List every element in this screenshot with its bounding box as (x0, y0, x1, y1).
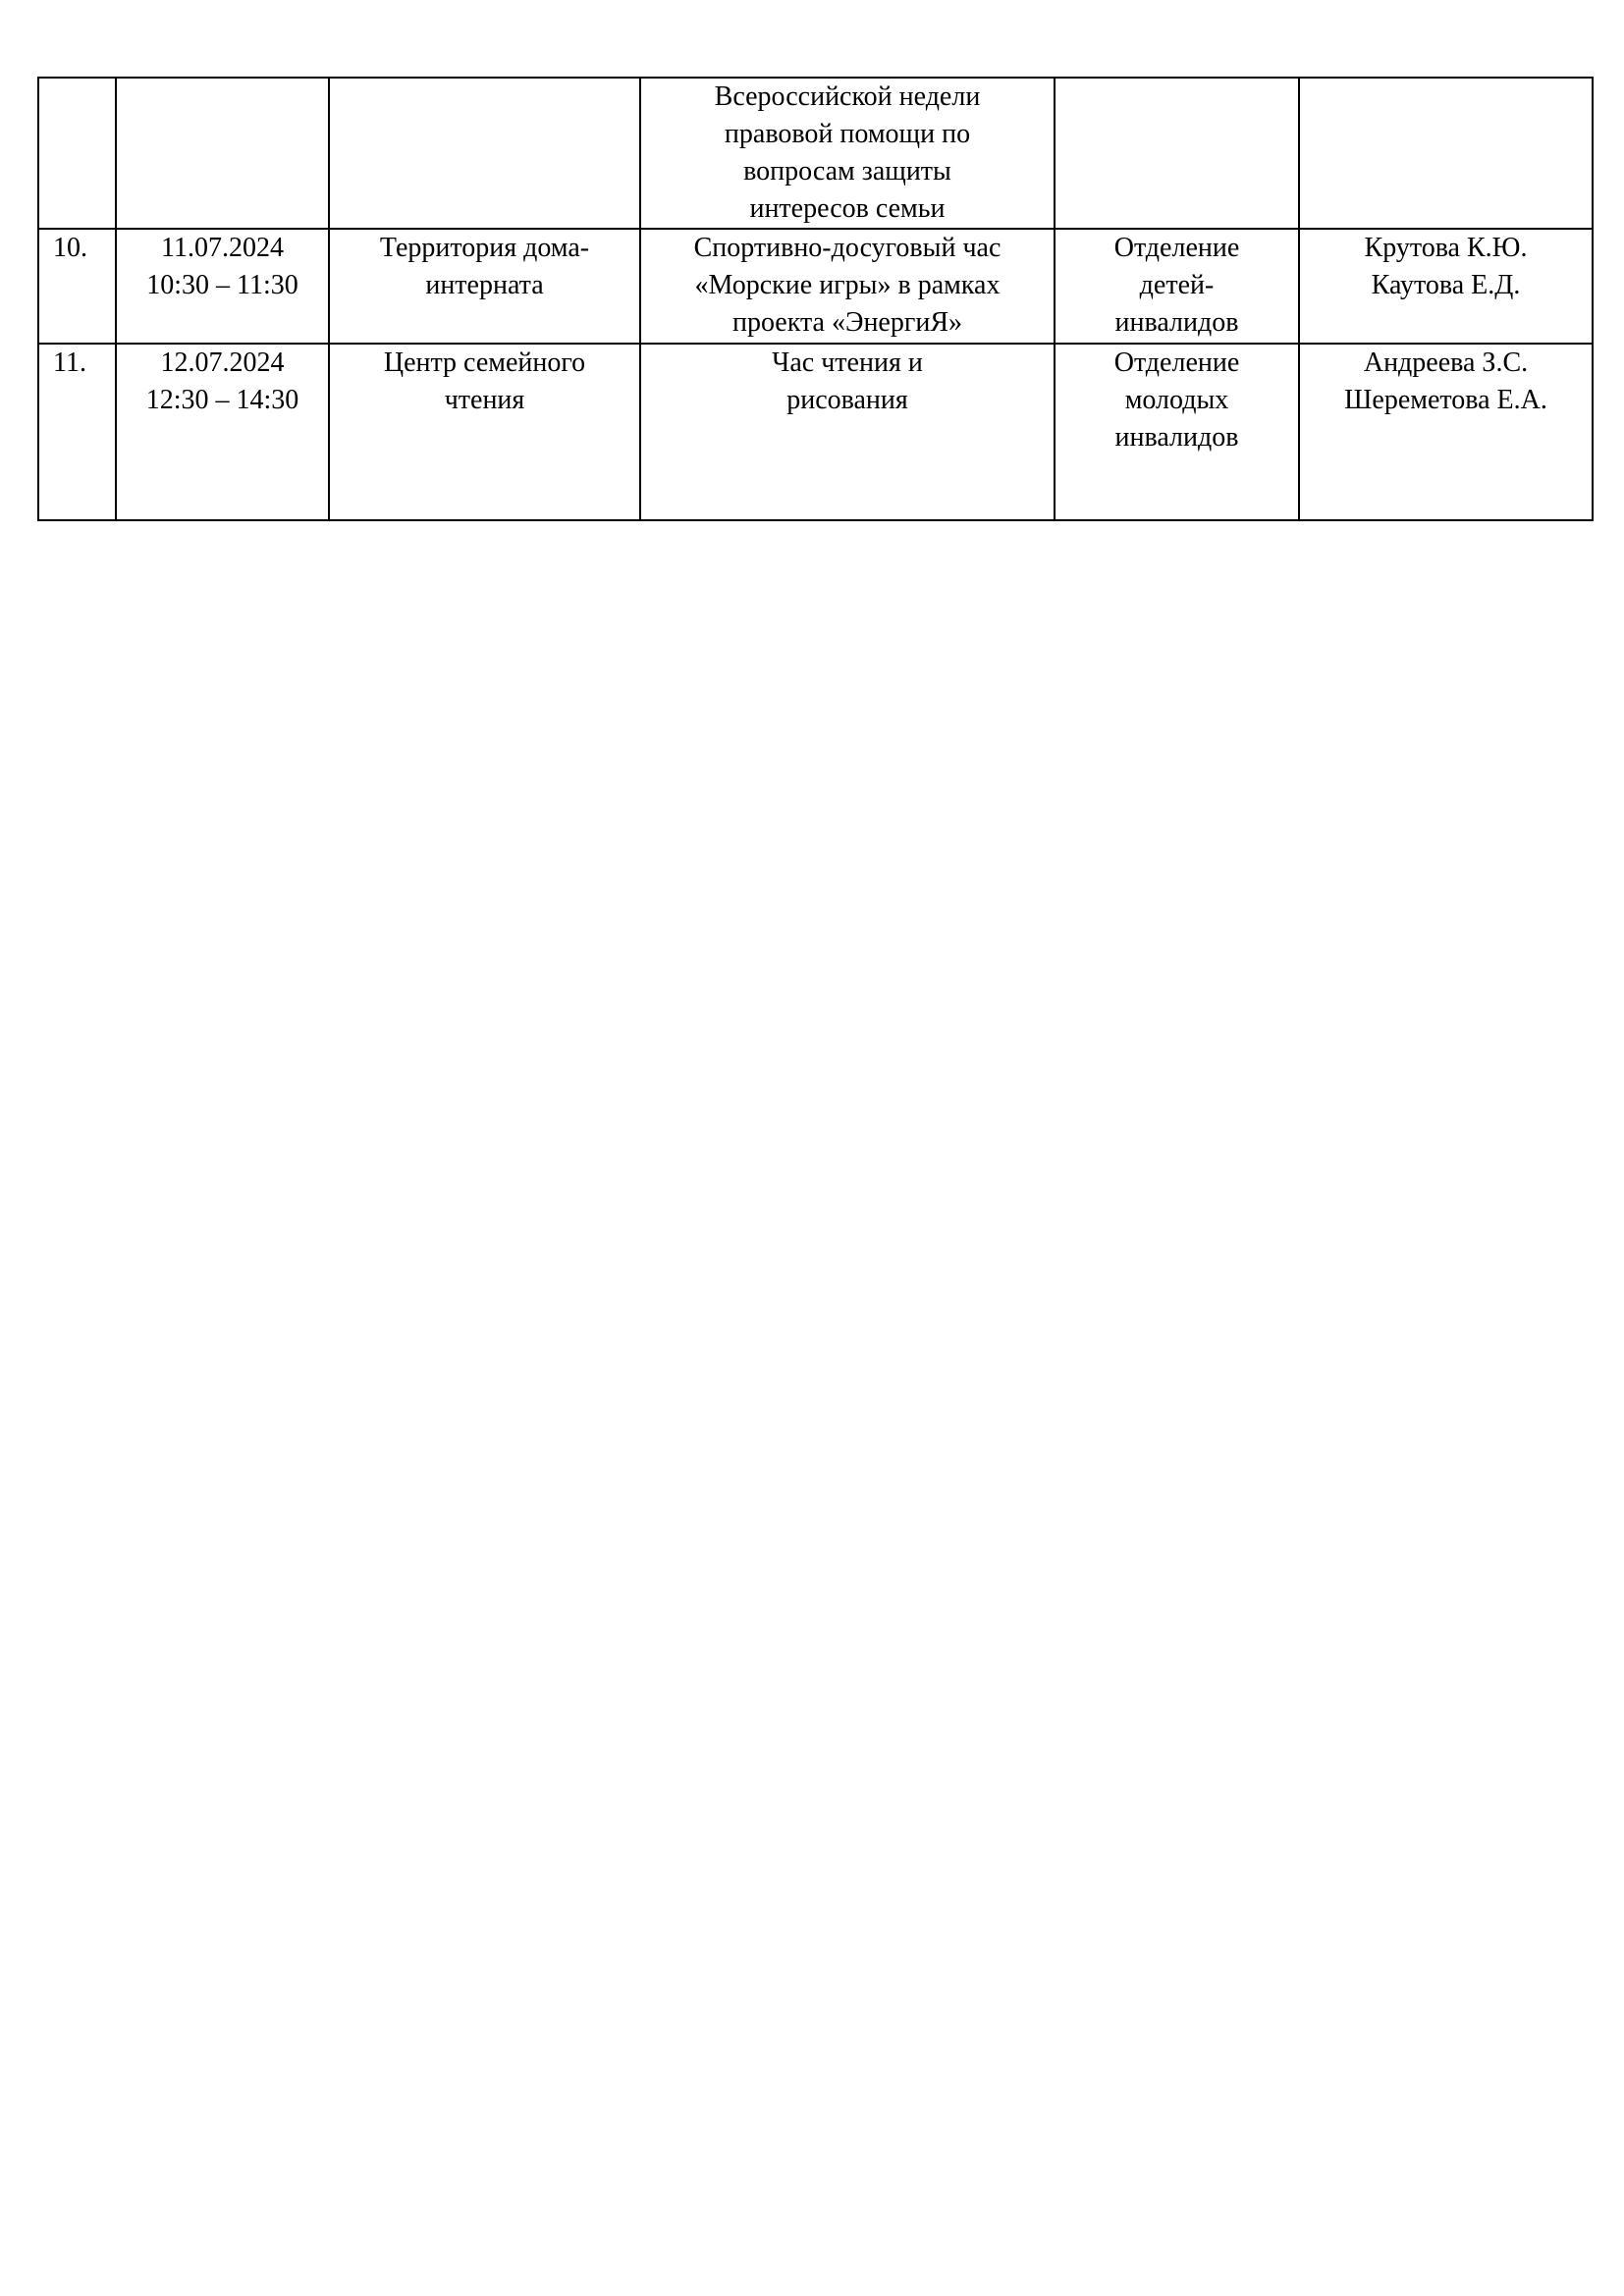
department-cell: Отделение детей- инвалидов (1055, 229, 1299, 344)
table-row (38, 78, 1593, 229)
place-cell: Центр семейного чтения (329, 344, 640, 520)
department-cell (1055, 78, 1299, 229)
place-cell (329, 78, 640, 229)
datetime-cell (116, 78, 329, 229)
row-number-cell (38, 78, 116, 229)
table-row (38, 344, 1593, 520)
event-cell: Час чтения и рисования (640, 344, 1055, 520)
responsible-cell: Андреева З.С. Шереметова Е.А. (1299, 344, 1593, 520)
responsible-cell: Крутова К.Ю. Каутова Е.Д. (1299, 229, 1593, 344)
datetime-cell: 12.07.2024 12:30 – 14:30 (116, 344, 329, 520)
department-cell: Отделение молодых инвалидов (1055, 344, 1299, 520)
schedule-table (37, 77, 1594, 521)
table-row (38, 229, 1593, 344)
event-cell: Всероссийской недели правовой помощи по вопросам защиты интересов семьи (640, 78, 1055, 229)
row-number-cell: 10. (38, 229, 116, 344)
place-cell: Территория дома- интерната (329, 229, 640, 344)
responsible-cell (1299, 78, 1593, 229)
row-number-cell: 11. (38, 344, 116, 520)
datetime-cell: 11.07.2024 10:30 – 11:30 (116, 229, 329, 344)
event-cell: Спортивно-досуговый час «Морские игры» в рамках проекта «ЭнергиЯ» (640, 229, 1055, 344)
